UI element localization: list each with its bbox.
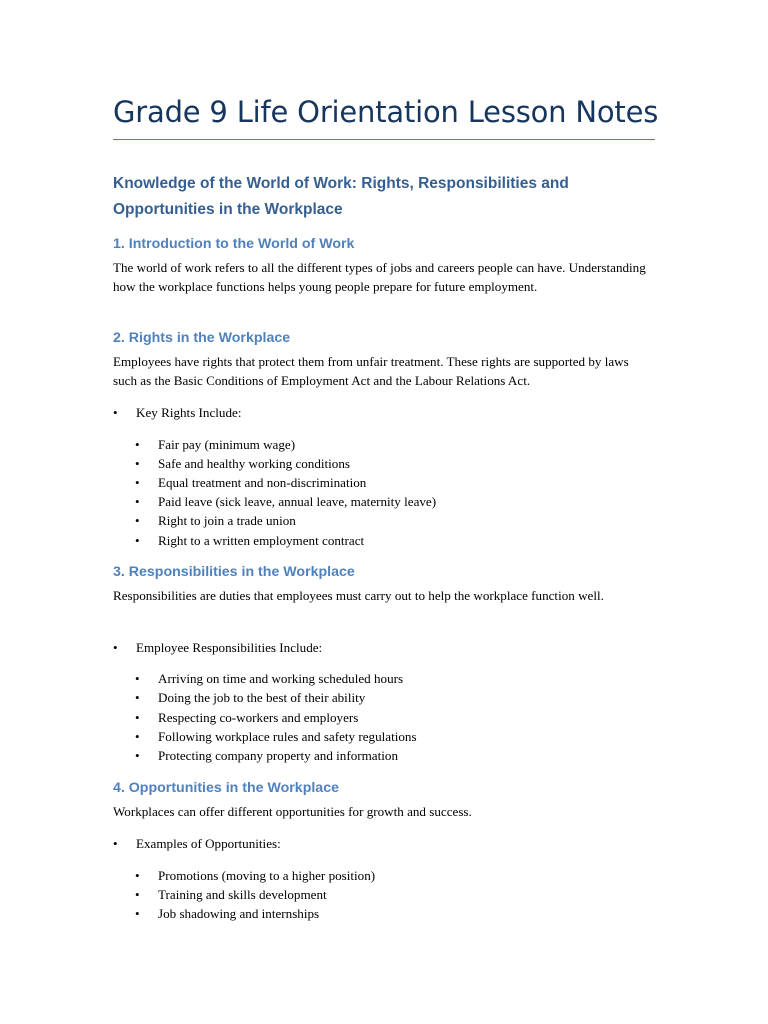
list-title-rights bbox=[113, 403, 242, 422]
section-paragraph-responsibilities: Responsibilities are duties that employees must carry out to help the workplace function well. bbox=[113, 588, 604, 603]
bullet-icon: • bbox=[135, 475, 140, 490]
list-item bbox=[135, 904, 320, 923]
list-item bbox=[135, 435, 296, 454]
bullet-icon: • bbox=[113, 836, 118, 851]
list-item bbox=[135, 708, 359, 727]
list-item-label: Paid leave (sick leave, annual leave, maternity leave) bbox=[158, 494, 437, 509]
list-item-label: Following workplace rules and safety regulations bbox=[158, 729, 417, 744]
bullet-icon: • bbox=[113, 405, 118, 420]
section-heading-responsibilities: 3. Responsibilities in the Workplace bbox=[113, 564, 355, 580]
list-item bbox=[135, 688, 366, 707]
list-item bbox=[135, 727, 417, 746]
title-divider bbox=[113, 139, 655, 140]
bullet-icon: • bbox=[135, 494, 140, 509]
list-item-label: Right to a written employment contract bbox=[158, 533, 365, 548]
bullet-icon: • bbox=[135, 456, 140, 471]
list-item-label: Arriving on time and working scheduled hours bbox=[158, 671, 404, 686]
section-heading-introduction: 1. Introduction to the World of Work bbox=[113, 236, 355, 252]
bullet-icon: • bbox=[135, 513, 140, 528]
bullet-icon: • bbox=[135, 533, 140, 548]
document-title: Grade 9 Life Orientation Lesson Notes bbox=[113, 95, 659, 129]
list-item bbox=[135, 531, 365, 550]
list-title-label: Examples of Opportunities: bbox=[136, 836, 281, 851]
section-paragraph-introduction: The world of work refers to all the different types of jobs and careers people can have. Understanding how the workplace functions helps young people prepare for future employment. bbox=[113, 260, 646, 295]
list-item-label: Equal treatment and non-discrimination bbox=[158, 475, 367, 490]
bullet-icon: • bbox=[135, 437, 140, 452]
bullet-icon: • bbox=[135, 748, 140, 763]
list-item-label: Protecting company property and information bbox=[158, 748, 398, 763]
list-item-label: Fair pay (minimum wage) bbox=[158, 437, 296, 452]
list-item bbox=[135, 511, 296, 530]
section-heading-opportunities: 4. Opportunities in the Workplace bbox=[113, 780, 339, 796]
bullet-icon: • bbox=[135, 690, 140, 705]
list-item-label: Respecting co-workers and employers bbox=[158, 710, 359, 725]
list-title-opportunities bbox=[113, 834, 281, 853]
bullet-icon: • bbox=[135, 671, 140, 686]
list-item bbox=[135, 669, 404, 688]
list-item-label: Safe and healthy working conditions bbox=[158, 456, 351, 471]
list-item bbox=[135, 492, 437, 511]
list-item-label: Promotions (moving to a higher position) bbox=[158, 868, 376, 883]
list-item-label: Doing the job to the best of their ability bbox=[158, 690, 366, 705]
list-title-label: Key Rights Include: bbox=[136, 405, 242, 420]
list-item bbox=[135, 746, 398, 765]
list-item bbox=[135, 885, 327, 904]
list-item-label: Right to join a trade union bbox=[158, 513, 296, 528]
list-item bbox=[135, 473, 367, 492]
document-subtitle: Knowledge of the World of Work: Rights, Responsibilities and Opportunities in the Workplace bbox=[113, 175, 569, 218]
bullet-icon: • bbox=[135, 710, 140, 725]
list-item-label: Job shadowing and internships bbox=[158, 906, 320, 921]
section-paragraph-opportunities: Workplaces can offer different opportunities for growth and success. bbox=[113, 804, 472, 819]
bullet-icon: • bbox=[135, 729, 140, 744]
list-item bbox=[135, 454, 351, 473]
list-item bbox=[135, 866, 376, 885]
section-paragraph-rights: Employees have rights that protect them from unfair treatment. These rights are supported by laws such as the Basic Conditions of Employment Act and the Labour Relations Act. bbox=[113, 354, 629, 389]
bullet-icon: • bbox=[135, 868, 140, 883]
list-title-label: Employee Responsibilities Include: bbox=[136, 640, 323, 655]
list-title-responsibilities bbox=[113, 638, 323, 657]
list-item-label: Training and skills development bbox=[158, 887, 327, 902]
bullet-icon: • bbox=[113, 640, 118, 655]
bullet-icon: • bbox=[135, 887, 140, 902]
section-heading-rights: 2. Rights in the Workplace bbox=[113, 330, 291, 346]
bullet-icon: • bbox=[135, 906, 140, 921]
